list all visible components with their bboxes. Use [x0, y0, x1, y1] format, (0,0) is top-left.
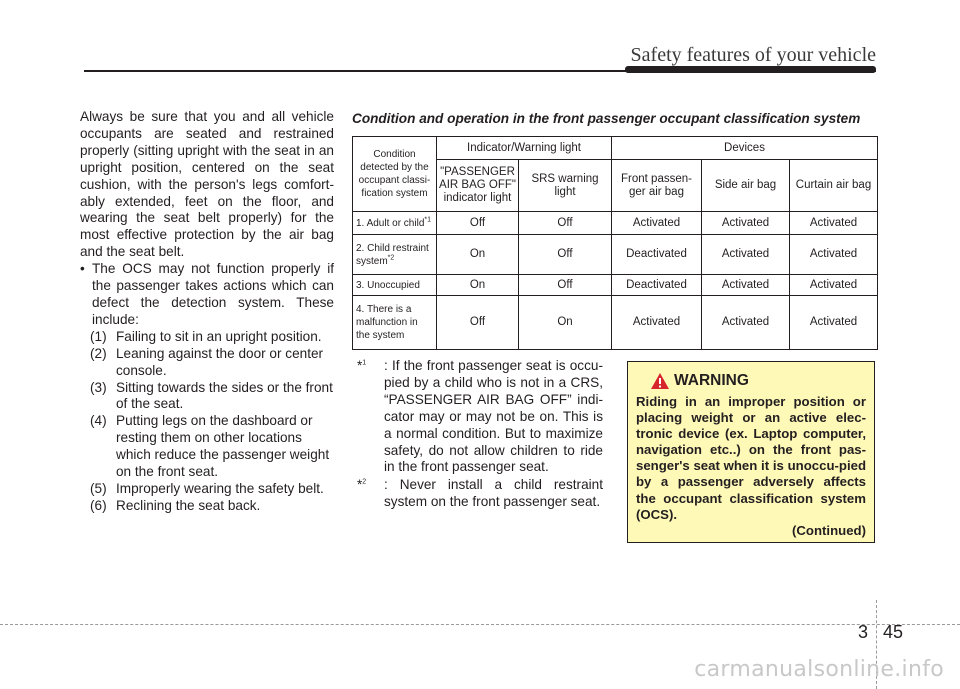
curtain-airbag-cell: Activated	[790, 296, 878, 350]
sub-item-number: (3)	[90, 379, 107, 395]
condition-text: 1. Adult or child	[356, 217, 425, 229]
sub-item	[90, 346, 334, 380]
intro-paragraph: Always be sure that you and all vehicle occupants are seated and restrained properly (sitting upright with the seat in an upright position, centered on the seat cushion, with the person's legs comfort-ably extended, feet on the floor, and wearing the seat belt properly) for the most effective protection by the air bag and the seat belt.	[80, 109, 334, 260]
watermark: carmanualsonline.info	[694, 657, 944, 682]
ocs-table-body	[353, 212, 878, 350]
condition-cell	[353, 212, 437, 235]
ocs-table	[352, 136, 878, 350]
condition-cell	[353, 296, 437, 350]
table-title: Condition and operation in the front passenger occupant classification system	[352, 111, 861, 126]
curtain-airbag-header: Curtain air bag	[790, 160, 878, 212]
srs-warning-header: SRS warning light	[519, 160, 612, 212]
sub-item-text: Putting legs on the dashboard or resting them on other locations which reduce the passenger weight on the front seat.	[116, 413, 330, 480]
ocs-bullet	[80, 261, 334, 329]
pab-indicator-cell: On	[437, 275, 519, 296]
front-airbag-cell: Deactivated	[612, 235, 702, 275]
indicator-group-header: Indicator/Warning light	[437, 137, 612, 160]
footnote	[357, 477, 603, 511]
bullet-text: The OCS may not function properly if the passenger takes actions which can defect the detection system. These include:	[92, 261, 334, 327]
front-airbag-cell: Deactivated	[612, 275, 702, 296]
left-column	[80, 109, 334, 515]
condition-text: 4. There is a malfunction in the system	[356, 304, 418, 341]
footnote-mark: *$^1$	[357, 358, 367, 373]
curtain-airbag-cell: Activated	[790, 275, 878, 296]
sub-item	[90, 329, 334, 346]
sub-item-number: (5)	[90, 480, 107, 496]
pab-indicator-cell: Off	[437, 212, 519, 235]
warning-body: Riding in an improper position or placing weight or an active elec-tronic device (ex. Laptop computer, navigation etc..) on the front pas-senger's seat when it is unoccu-pied by a passenger adversely affects the occupant classification system (OCS).	[636, 394, 866, 522]
warning-title: WARNING	[674, 372, 749, 389]
sub-item-list	[80, 329, 334, 515]
table-row	[353, 235, 878, 275]
condition-text: 3. Unoccupied	[356, 279, 420, 291]
curtain-airbag-cell: Activated	[790, 212, 878, 235]
pab-indicator-cell: Off	[437, 296, 519, 350]
condition-text: 2. Child restraint system	[356, 242, 429, 267]
sub-item-number: (4)	[90, 413, 107, 429]
sub-item-number: (2)	[90, 345, 107, 361]
sub-item	[90, 380, 334, 414]
condition-footnote-mark: *2	[387, 254, 395, 262]
curtain-airbag-cell: Activated	[790, 235, 878, 275]
footer-dashed-line	[0, 624, 960, 625]
page-number: 45	[883, 622, 904, 642]
warning-box	[627, 361, 875, 543]
warning-continued: (Continued)	[792, 522, 866, 538]
srs-warning-cell: Off	[519, 235, 612, 275]
sub-item	[90, 413, 334, 481]
side-airbag-header: Side air bag	[702, 160, 790, 212]
sub-item-text: Leaning against the door or center console.	[116, 345, 324, 378]
sub-item	[90, 481, 334, 498]
table-row	[353, 212, 878, 235]
front-airbag-cell: Activated	[612, 296, 702, 350]
chapter-number: 3	[858, 622, 869, 642]
sub-item	[90, 498, 334, 515]
front-airbag-cell: Activated	[612, 212, 702, 235]
side-airbag-cell: Activated	[702, 275, 790, 296]
sub-item-text: Sitting towards the sides or the front of the seat.	[116, 379, 333, 412]
pab-indicator-header: "PASSENGER AIR BAG OFF" indicator light	[437, 160, 519, 212]
warning-header	[650, 372, 866, 390]
warning-triangle-icon	[650, 372, 670, 390]
devices-group-header: Devices	[612, 137, 878, 160]
condition-cell	[353, 275, 437, 296]
table-row	[353, 275, 878, 296]
bullet-icon: •	[80, 261, 85, 277]
front-airbag-header: Front passen-ger air bag	[612, 160, 702, 212]
sub-item-number: (1)	[90, 328, 107, 344]
srs-warning-cell: On	[519, 296, 612, 350]
condition-footnote-mark: *1	[424, 216, 431, 224]
condition-header: Condition detected by the occupant classi-fication system	[353, 137, 437, 212]
sub-item-text: Reclining the seat back.	[116, 497, 261, 513]
srs-warning-cell: Off	[519, 275, 612, 296]
header-rule-accent	[625, 66, 876, 73]
sub-item-text: Failing to sit in an upright position.	[116, 328, 322, 344]
footnote-mark: *$^2$	[357, 477, 367, 493]
footnote-text: : If the front passenger seat is occu-pied by a child who is not in a CRS, “PASSENGER AIR BAG OFF” indi-cator may or may not be on. This is a normal condition. But to maximize safety, do not allow children to ride in the front passenger seat.	[384, 358, 603, 475]
srs-warning-cell: Off	[519, 212, 612, 235]
side-airbag-cell: Activated	[702, 235, 790, 275]
sub-item-text: Improperly wearing the safety belt.	[116, 480, 324, 496]
footnote-text: : Never install a child restraint system on the front passenger seat.	[384, 477, 603, 510]
side-airbag-cell: Activated	[702, 212, 790, 235]
footnote	[357, 358, 603, 476]
footnotes	[357, 358, 603, 512]
table-row	[353, 296, 878, 350]
sub-item-number: (6)	[90, 497, 107, 513]
side-airbag-cell: Activated	[702, 296, 790, 350]
page-header-title: Safety features of your vehicle	[630, 44, 876, 66]
pab-indicator-cell: On	[437, 235, 519, 275]
condition-cell	[353, 235, 437, 275]
